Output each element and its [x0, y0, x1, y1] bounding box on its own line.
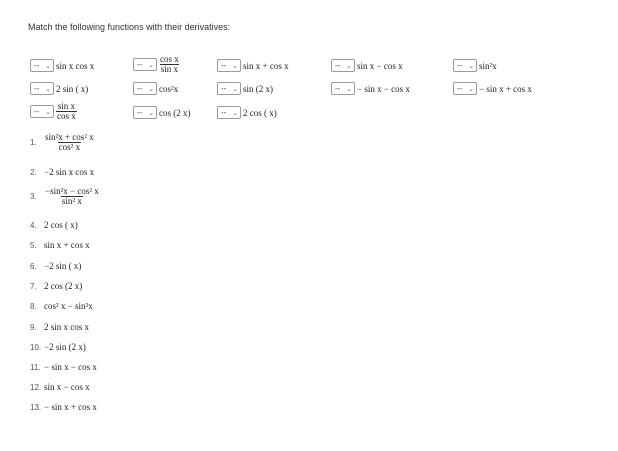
fraction-numerator: sin x	[57, 101, 75, 111]
fraction-denominator: cos² x	[58, 142, 81, 152]
answer-select[interactable]	[133, 82, 157, 95]
function-expression: −2 sin (2 x)	[44, 342, 86, 352]
list-item	[30, 362, 97, 372]
item-number: 1.	[30, 138, 37, 147]
choice-expression: sin (2 x)	[243, 83, 273, 94]
item-number: 10.	[30, 342, 42, 352]
match-item	[30, 59, 94, 72]
match-item	[331, 82, 410, 95]
select-placeholder: --	[335, 84, 341, 93]
answer-select[interactable]	[331, 59, 355, 72]
function-expression: − sin x + cos x	[44, 402, 97, 412]
answer-select[interactable]	[133, 106, 157, 119]
answer-select[interactable]	[217, 59, 241, 72]
choice-expression: sin x cos x	[56, 60, 95, 71]
function-expression: 2 cos ( x)	[44, 220, 78, 230]
fraction-numerator: sin²x + cos² x	[45, 132, 94, 142]
item-number: 7.	[30, 281, 37, 291]
choice-fraction	[56, 102, 77, 121]
chevron-down-icon: ⌄	[232, 62, 238, 70]
item-number: 4.	[30, 220, 37, 230]
match-item	[133, 82, 178, 95]
select-placeholder: --	[34, 107, 40, 116]
choice-expression: cos (2 x)	[159, 107, 191, 118]
match-item	[453, 82, 532, 95]
select-placeholder: --	[221, 61, 227, 70]
match-item	[133, 55, 180, 74]
chevron-down-icon: ⌄	[346, 85, 352, 93]
answer-select[interactable]	[331, 82, 355, 95]
function-expression: sin x − cos x	[44, 382, 90, 392]
list-item	[30, 301, 93, 311]
function-fraction	[44, 187, 100, 206]
function-expression: cos² x − sin²x	[44, 301, 93, 311]
select-placeholder: --	[137, 60, 143, 69]
chevron-down-icon: ⌄	[232, 109, 238, 117]
function-expression: sin x + cos x	[44, 240, 90, 250]
chevron-down-icon: ⌄	[468, 85, 474, 93]
match-item	[453, 59, 497, 72]
item-number: 8.	[30, 301, 37, 311]
item-number: 2.	[30, 167, 37, 177]
match-item	[331, 59, 403, 72]
choice-expression: − sin x + cos x	[479, 83, 532, 94]
answer-select[interactable]	[30, 59, 54, 72]
list-item	[30, 342, 86, 352]
chevron-down-icon: ⌄	[45, 108, 51, 116]
chevron-down-icon: ⌄	[232, 85, 238, 93]
chevron-down-icon: ⌄	[148, 85, 154, 93]
select-placeholder: --	[137, 108, 143, 117]
item-number: 11.	[30, 362, 41, 372]
select-placeholder: --	[34, 84, 40, 93]
function-expression: −2 sin x cos x	[44, 167, 95, 177]
answer-select[interactable]	[453, 82, 477, 95]
match-item	[217, 59, 289, 72]
chevron-down-icon: ⌄	[346, 62, 352, 70]
match-item	[133, 106, 191, 119]
match-item	[217, 106, 277, 119]
item-number: 12.	[30, 382, 42, 392]
list-item	[30, 402, 97, 412]
choice-expression: sin x − cos x	[357, 60, 403, 71]
answer-select[interactable]	[217, 82, 241, 95]
choice-expression: 2 sin ( x)	[56, 83, 89, 94]
fraction-numerator: −sin²x − cos² x	[45, 186, 99, 196]
list-item	[30, 261, 81, 271]
answer-select[interactable]	[30, 105, 54, 118]
item-number: 6.	[30, 261, 37, 271]
instructions-text: Match the following functions with their derivatives:	[28, 22, 231, 32]
chevron-down-icon: ⌄	[468, 62, 474, 70]
answer-select[interactable]	[217, 106, 241, 119]
fraction-denominator: sin² x	[61, 196, 82, 206]
item-number: 13.	[30, 402, 42, 412]
function-expression: − sin x − cos x	[44, 362, 97, 372]
chevron-down-icon: ⌄	[148, 109, 154, 117]
select-placeholder: --	[457, 61, 463, 70]
choice-fraction	[159, 55, 180, 74]
fraction-denominator: sin x	[160, 64, 178, 74]
list-item	[30, 382, 90, 392]
function-expression: −2 sin ( x)	[44, 261, 82, 271]
chevron-down-icon: ⌄	[148, 61, 154, 69]
chevron-down-icon: ⌄	[45, 85, 51, 93]
fraction-numerator: cos x	[160, 54, 179, 64]
select-placeholder: --	[221, 84, 227, 93]
item-number: 5.	[30, 240, 37, 250]
choice-expression: cos²x	[159, 83, 179, 94]
list-item	[30, 220, 78, 230]
choice-expression: 2 cos ( x)	[243, 107, 277, 118]
match-item	[217, 82, 273, 95]
function-expression: 2 cos (2 x)	[44, 281, 83, 291]
select-placeholder: --	[221, 108, 227, 117]
select-placeholder: --	[34, 61, 40, 70]
choice-expression: sin x + cos x	[243, 60, 289, 71]
answer-select[interactable]	[133, 58, 157, 71]
list-item	[30, 187, 100, 206]
select-placeholder: --	[137, 84, 143, 93]
answer-select[interactable]	[453, 59, 477, 72]
match-item	[30, 102, 77, 121]
function-expression: 2 sin x cos x	[44, 322, 89, 332]
item-number: 3.	[30, 192, 37, 201]
choice-expression: sin²x	[479, 60, 497, 71]
chevron-down-icon: ⌄	[45, 62, 51, 70]
fraction-denominator: cos x	[57, 111, 76, 121]
function-fraction	[44, 133, 95, 152]
list-item	[30, 133, 95, 152]
choice-expression: − sin x − cos x	[357, 83, 410, 94]
list-item	[30, 322, 89, 332]
list-item	[30, 167, 94, 177]
select-placeholder: --	[457, 84, 463, 93]
item-number: 9.	[30, 322, 37, 332]
list-item	[30, 240, 90, 250]
select-placeholder: --	[335, 61, 341, 70]
answer-select[interactable]	[30, 82, 54, 95]
match-item	[30, 82, 88, 95]
list-item	[30, 281, 82, 291]
